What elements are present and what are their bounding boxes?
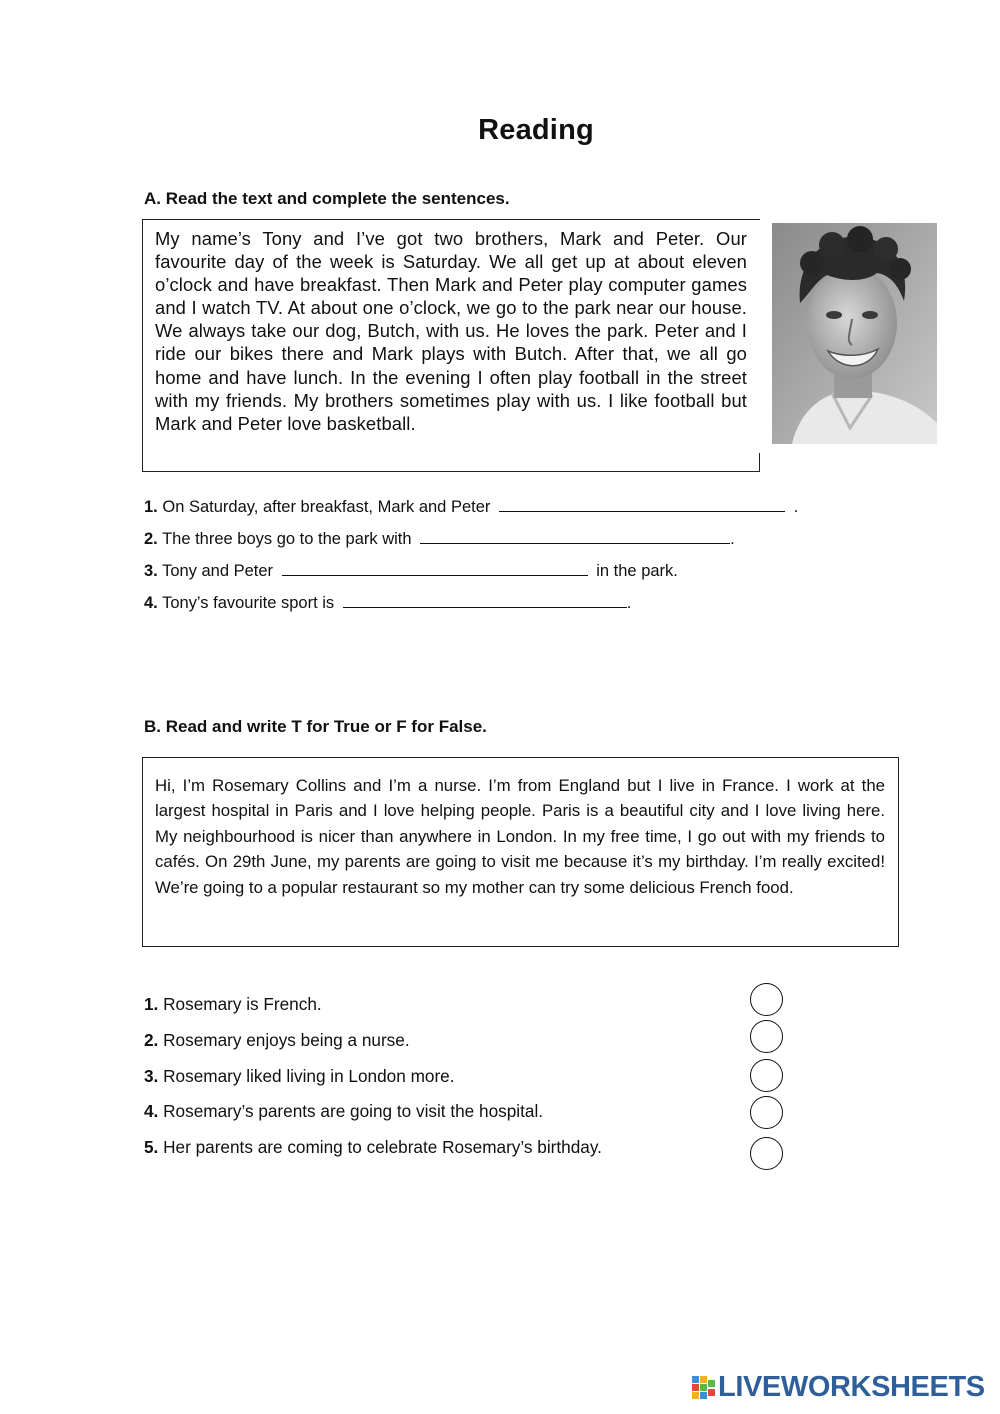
question-suffix: . [793,498,799,516]
answer-circle-5[interactable] [750,1137,783,1170]
section-a-heading: A. Read the text and complete the sentences. [144,189,510,208]
answer-blank-1[interactable] [499,497,785,512]
passage-a-text: My name’s Tony and I’ve got two brothers, Mark and Peter. Our favourite day of the week is Saturday. We all get up at about eleven o’clock and have breakfast. Then Mark and Peter play computer games and I watch TV. At about one o’clock, we go to the park near our house. We always take our dog, Butch, with us. He loves the park. Peter and I ride our bikes there and Mark plays with Butch. After that, we all go home and have lunch. In the evening I often play football in the street with my friends. My brothers sometimes play with us. I like football but Mark and Peter love basketball. [155,228,747,434]
completion-question [144,529,735,549]
statement-text: Her parents are coming to celebrate Rosemary’s birthday. [163,1137,602,1157]
answer-circle-3[interactable] [750,1059,783,1092]
answer-blank-2[interactable] [420,529,730,544]
question-suffix: . [626,594,632,612]
question-text: Tony’s favourite sport is [162,594,335,612]
true-false-statement [144,1030,410,1051]
statement-text: Rosemary liked living in London more. [163,1066,455,1086]
answer-circle-2[interactable] [750,1020,783,1053]
statement-text: Rosemary is French. [163,994,322,1014]
statement-number: 1. [144,994,159,1014]
statement-number: 5. [144,1137,159,1157]
statement-text: Rosemary’s parents are going to visit the hospital. [163,1101,544,1121]
question-suffix: in the park. [596,562,678,580]
question-text: Tony and Peter [162,562,274,580]
answer-blank-4[interactable] [343,593,627,608]
boy-photo [772,223,937,444]
completion-question [144,593,631,613]
true-false-statement [144,1101,543,1122]
question-text: On Saturday, after breakfast, Mark and Peter [162,498,491,516]
passage-b-text: Hi, I’m Rosemary Collins and I’m a nurse. I’m from England but I live in France. I work at the largest hospital in Paris and I love helping people. Paris is a beautiful city and I love living here. My neighbourhood is nicer than anywhere in London. In my free time, I go out with my friends to cafés. On 29th June, my parents are going to visit me because it’s my birthday. I’m really excited! We’re going to a popular restaurant so my mother can try some delicious French food. [155,776,885,897]
true-false-statement [144,994,322,1015]
liveworksheets-logo-icon [692,1376,716,1402]
question-text: The three boys go to the park with [162,530,412,548]
statement-number: 3. [144,1066,159,1086]
question-number: 2. [144,530,158,548]
statement-text: Rosemary enjoys being a nurse. [163,1030,410,1050]
true-false-statement [144,1137,602,1158]
true-false-statement [144,1066,455,1087]
completion-question [144,561,678,581]
question-suffix: . [730,530,735,548]
section-b-heading: B. Read and write T for True or F for False. [144,717,487,736]
question-number: 3. [144,562,158,580]
answer-blank-3[interactable] [282,561,588,576]
completion-question [144,497,798,517]
answer-circle-1[interactable] [750,983,783,1016]
question-number: 1. [144,498,158,516]
page-title: Reading [478,114,594,146]
statement-number: 2. [144,1030,159,1050]
liveworksheets-brand: LIVEWORKSHEETS [718,1371,985,1403]
question-number: 4. [144,594,158,612]
answer-circle-4[interactable] [750,1096,783,1129]
statement-number: 4. [144,1101,159,1121]
passage-a-box-corner [759,453,760,472]
